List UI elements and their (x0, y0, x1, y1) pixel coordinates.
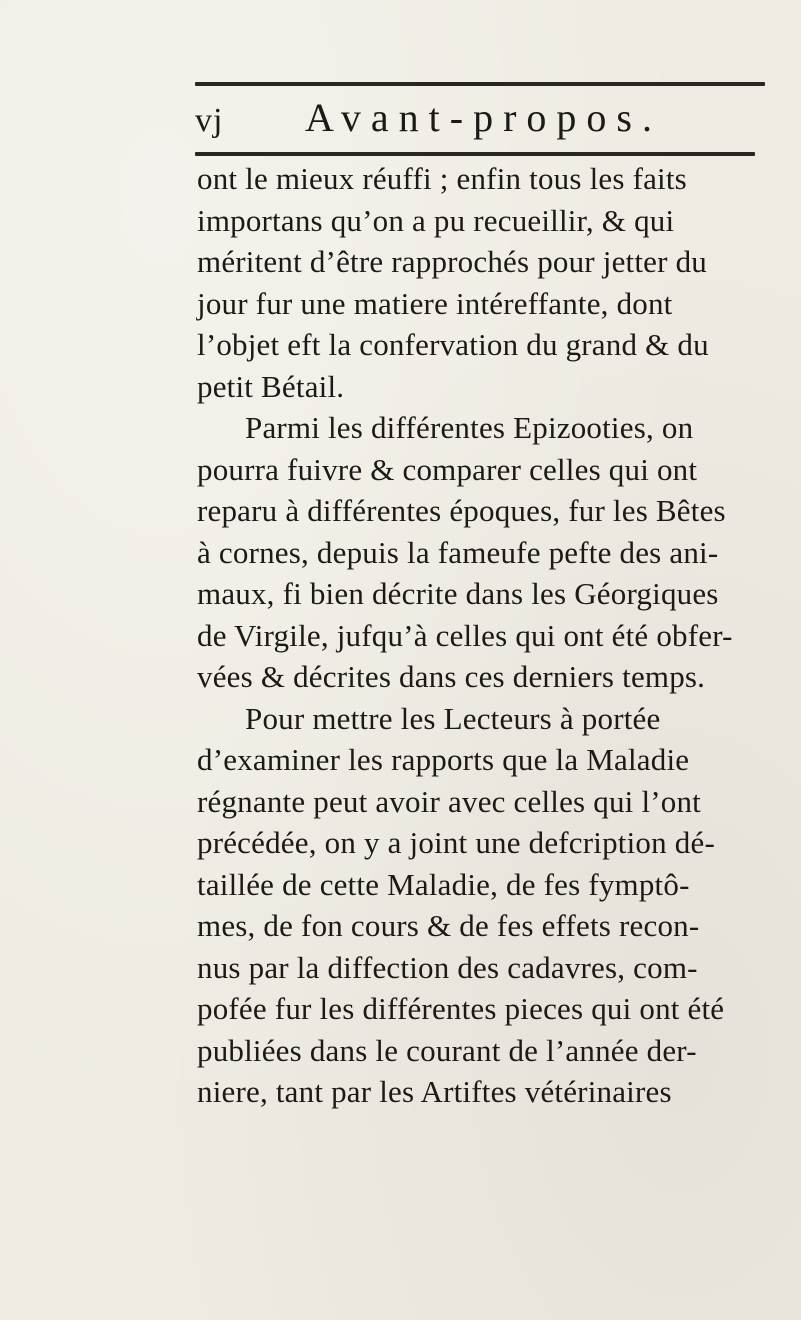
body-text (197, 158, 787, 1113)
page-header (195, 88, 755, 148)
text-line: méritent d’être rapprochés pour jetter du (197, 244, 708, 279)
top-rule (195, 82, 765, 86)
text-line: publiées dans le courant de l’année der- (197, 1032, 697, 1068)
text-line: précédée, on y a joint une defcription dé- (197, 825, 715, 860)
text-line: taillée de cette Maladie, de fes fymptô- (197, 866, 690, 902)
text-line: pofée fur les différentes pieces qui ont été (197, 991, 725, 1026)
text-line: mes, de fon cours & de fes effets recon- (197, 908, 700, 943)
text-line: l’objet eft la confervation du grand & du (197, 327, 709, 362)
text-line: reparu à différentes époques, fur les Bêtes (197, 493, 726, 528)
page-number: vj (195, 102, 224, 139)
text-line: régnante peut avoir avec celles qui l’ont (197, 783, 701, 819)
text-line: de Virgile, jufqu’à celles qui ont été obfer- (197, 617, 733, 653)
text-line: pourra fuivre & comparer celles qui ont (197, 451, 698, 487)
paragraph-start-line: Parmi les différentes Epizooties, on (245, 410, 694, 445)
text-line: maux, fi bien décrite dans les Géorgiques (197, 576, 719, 611)
header-rule (195, 152, 755, 156)
text-line: importans qu’on a pu recueillir, & qui (197, 202, 675, 238)
text-line: jour fur une matiere intéreffante, dont (197, 285, 673, 321)
text-line: nus par la diffection des cadavres, com- (197, 949, 698, 985)
paragraph-start-line: Pour mettre les Lecteurs à portée (245, 700, 661, 736)
text-line: petit Bétail. (197, 368, 345, 404)
running-title: Avant-propos. (305, 95, 662, 140)
text-line: vées & décrites dans ces derniers temps. (197, 659, 706, 694)
text-line: niere, tant par les Artiftes vétérinaires (197, 1074, 672, 1109)
text-line: d’examiner les rapports que la Maladie (197, 742, 690, 777)
text-line: à cornes, depuis la fameufe pefte des ani- (197, 534, 719, 570)
text-line: ont le mieux réuffi ; enfin tous les faits (197, 161, 687, 196)
